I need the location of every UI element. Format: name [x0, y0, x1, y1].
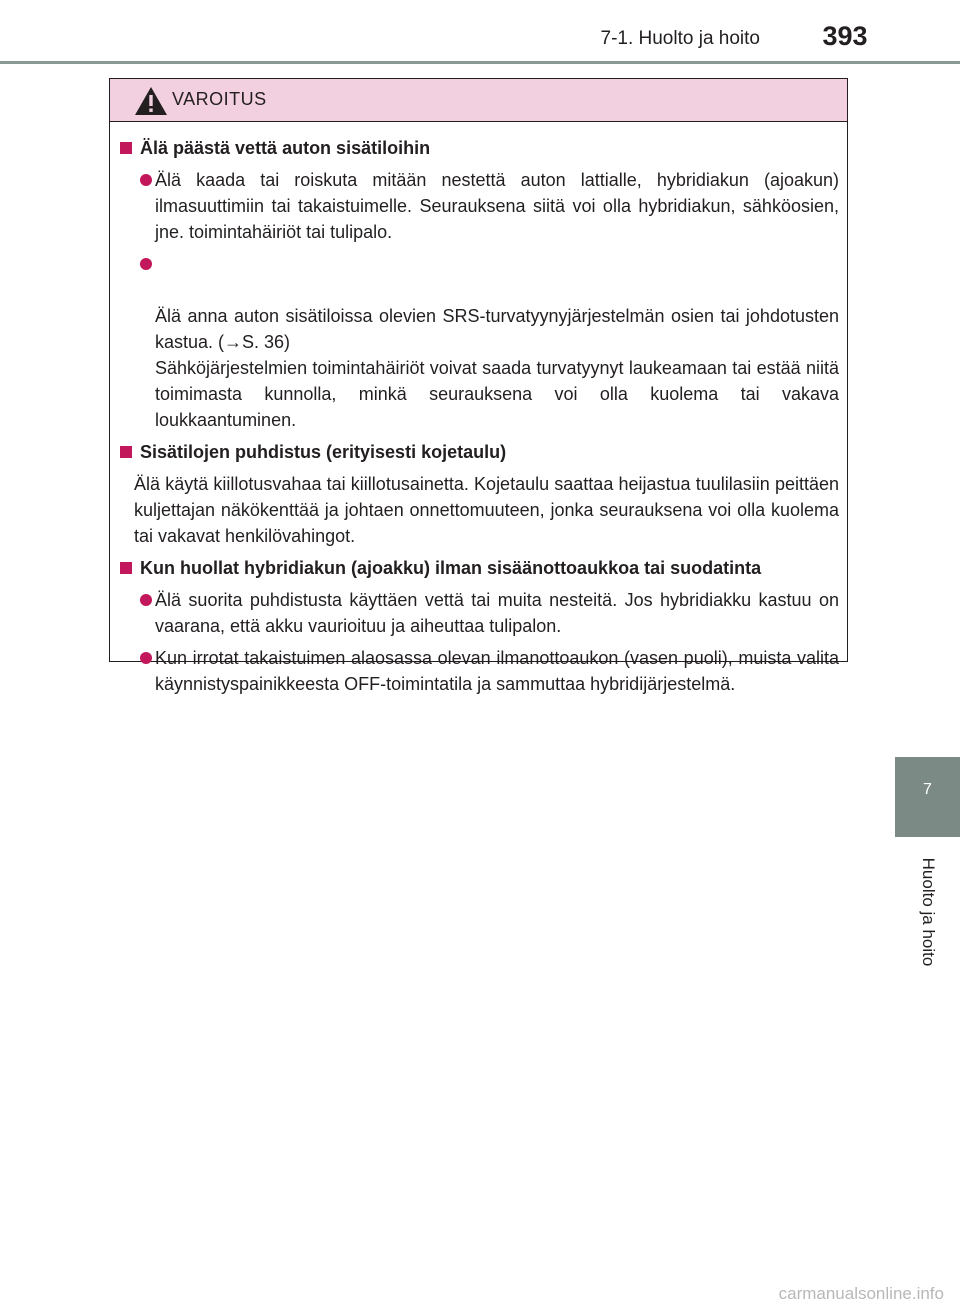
bullet-item — [118, 167, 839, 245]
chapter-label-container — [895, 842, 960, 992]
heading-text: Sisätilojen puhdistus (erityisesti kojetaulu) — [140, 442, 507, 462]
round-bullet-icon — [140, 652, 152, 664]
bullet-item — [118, 645, 839, 697]
chapter-tab — [895, 757, 960, 837]
section-heading — [118, 135, 839, 161]
bullet-text: Älä suorita puhdistusta käyttäen vettä tai muita nesteitä. Jos hybridiakku kastuu on vaarana, että akku vaurioituu ja aiheuttaa tulipalon. — [155, 590, 839, 636]
bullet-text: Kun irrotat takaistuimen alaosassa olevan ilmanottoaukon (vasen puoli), muista valita käynnistyspainikkeesta OFF-toimintatila ja sammuttaa hybridijärjestelmä. — [155, 648, 839, 694]
warning-title: VAROITUS — [172, 89, 267, 109]
warning-content — [110, 122, 847, 697]
round-bullet-icon — [140, 258, 152, 270]
watermark: carmanualsonline.info — [778, 1284, 944, 1303]
heading-text: Älä päästä vettä auton sisätiloihin — [140, 138, 431, 158]
header-rule — [0, 61, 960, 64]
header-section-title: 7-1. Huolto ja hoito — [600, 28, 760, 49]
chapter-label: Huolto ja hoito — [918, 857, 938, 967]
heading-text: Kun huollat hybridiakun (ajoakku) ilman sisäänottoaukkoa tai suodatinta — [140, 558, 762, 578]
square-bullet-icon — [120, 446, 132, 458]
warning-triangle-icon — [134, 86, 168, 116]
bullet-item — [118, 251, 839, 433]
round-bullet-icon — [140, 594, 152, 606]
square-bullet-icon — [120, 562, 132, 574]
section-heading — [118, 439, 839, 465]
round-bullet-icon — [140, 174, 152, 186]
bullet-item — [118, 587, 839, 639]
paragraph: Älä käytä kiillotusvahaa tai kiillotusainetta. Kojetaulu saattaa heijastua tuulilasiin peittäen kuljettajan näkökenttää ja johtaen onnettomuuteen, jonka seurauksena voi olla kuolema tai vakavat henkilövahingot. — [134, 474, 839, 546]
bullet-text: Älä kaada tai roiskuta mitään nestettä auton lattialle, hybridiakun (ajoakun) ilmasuuttimiin tai takaistuimelle. Seurauksena siitä voi olla hybridiakun, sähköosien, jne. toimintahäiriöt tai tulipalo. — [155, 170, 839, 242]
chapter-number: 7 — [923, 781, 932, 798]
warning-box — [109, 78, 848, 694]
section-heading — [118, 555, 839, 581]
bullet-text: Älä anna auton sisätiloissa olevien SRS-turvatyynyjärjestelmän osien tai johdotusten kastua. (→S. 36) Sähköjärjestelmien toimintahäiriöt voivat saada turvatyynyt laukeamaan tai estää niitä toimimasta kunnolla, minkä seurauksena voi olla kuolema tai vakava loukkaantuminen. — [155, 306, 839, 430]
square-bullet-icon — [120, 142, 132, 154]
page-number: 393 — [822, 21, 868, 51]
warning-header — [110, 79, 847, 122]
